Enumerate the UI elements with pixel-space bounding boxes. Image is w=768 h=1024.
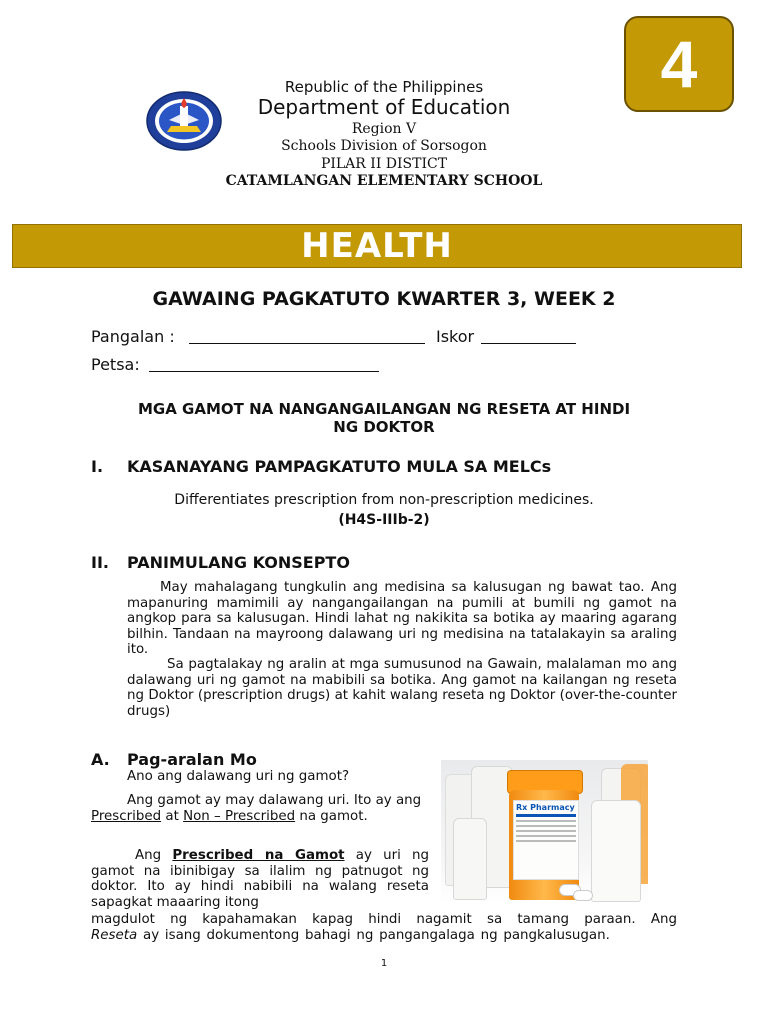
section-1-number: I. [91,457,104,476]
types-text-end: na gamot. [299,808,368,824]
score-label: Iskor [436,327,475,346]
subject-title: HEALTH [301,226,453,266]
district-line: PILAR II DISTICT [320,156,448,172]
date-label: Petsa: [91,355,140,374]
page-number: 1 [380,958,388,969]
term-reseta: Reseta [91,928,138,943]
prescribed-text-rest: ay uri ng gamot na ibinibigay sa ilalim ng patnugot ng doktor. Ito ay hindi nabibili na walang reseta sapagkat maaaring itong [91,848,430,910]
medicine-bottles-photo [441,760,648,903]
term-non-prescribed: Non – Prescribed [183,808,296,824]
section-2-number: II. [91,553,109,572]
lesson-title [60,400,708,436]
photo-pharmacy-label: Pharmacy [530,803,575,812]
lesson-title-line1: MGA GAMOT NA NANGANGAILANGAN NG RESETA AT HINDI [137,400,631,418]
section-2-title: PANIMULANG KONSEPTO [127,553,350,572]
subject-banner [12,224,742,268]
reseta-sentence [91,928,681,944]
section-a-letter: A. [91,750,110,769]
division-line: Schools Division of Sorsogon [281,138,487,154]
competency-text: Differentiates prescription from non-prescription medicines. [174,492,594,508]
grade-number: 4 [660,27,698,101]
photo-rx-label: Rx [516,803,528,812]
score-blank[interactable] [481,343,576,344]
activity-title: GAWAING PAGKATUTO KWARTER 3, WEEK 2 [152,288,616,310]
types-text-start: Ang gamot ay may dalawang uri. Ito ay ang [127,793,422,808]
types-text-mid: at [165,808,179,824]
region-line: Region V [351,121,417,137]
department-name: Department of Education [257,95,511,119]
lesson-title-line2: NG DOKTOR [333,418,435,436]
section-1-title: KASANAYANG PAMPAGKATUTO MULA SA MELCs [127,457,552,476]
prescribed-paragraph [91,848,429,910]
term-prescribed: Prescribed [91,808,162,824]
intro-paragraph-1: May mahalagang tungkulin ang medisina sa kalusugan ng bawat tao. Ang mapanuring mamimili ay nangangailangan na pumili at bumili ng gamot na angkop para sa kalusugan. Hindi lahat ng nakikita sa botika ay maaring agarang bilhin. Tandaan na mayroong dalawang uri ng medisina na tatalakayin sa araling ito. [127,580,677,657]
section-a-title: Pag-aralan Mo [127,750,257,769]
section-a-question: Ano ang dalawang uri ng gamot? [127,769,350,784]
prescribed-text-start: Ang [135,848,162,863]
types-paragraph [91,793,429,824]
republic-line: Republic of the Philippines [284,78,484,96]
date-blank[interactable] [149,371,379,372]
school-name: CATAMLANGAN ELEMENTARY SCHOOL [225,173,543,189]
term-prescribed-medicine: Prescribed na Gamot [172,848,345,863]
name-label: Pangalan : [91,327,175,346]
prescribed-paragraph-line: magdulot ng kapahamakan kapag hindi nagamit sa tamang paraan. Ang [91,912,677,927]
reseta-definition: ay isang dokumentong bahagi ng pangangalaga ng pangkalusugan. [142,928,610,943]
name-blank[interactable] [189,343,425,344]
competency-code: (H4S-IIIb-2) [338,512,430,528]
intro-paragraph-2: Sa pagtalakay ng aralin at mga sumusunod na Gawain, malalaman mo ang dalawang uri ng gamot na mabibili sa botika. Ang gamot na kailangan ng reseta ng Doktor (prescription drugs) at kahit walang reseta ng Doktor (over-the-counter drugs) [127,657,677,719]
